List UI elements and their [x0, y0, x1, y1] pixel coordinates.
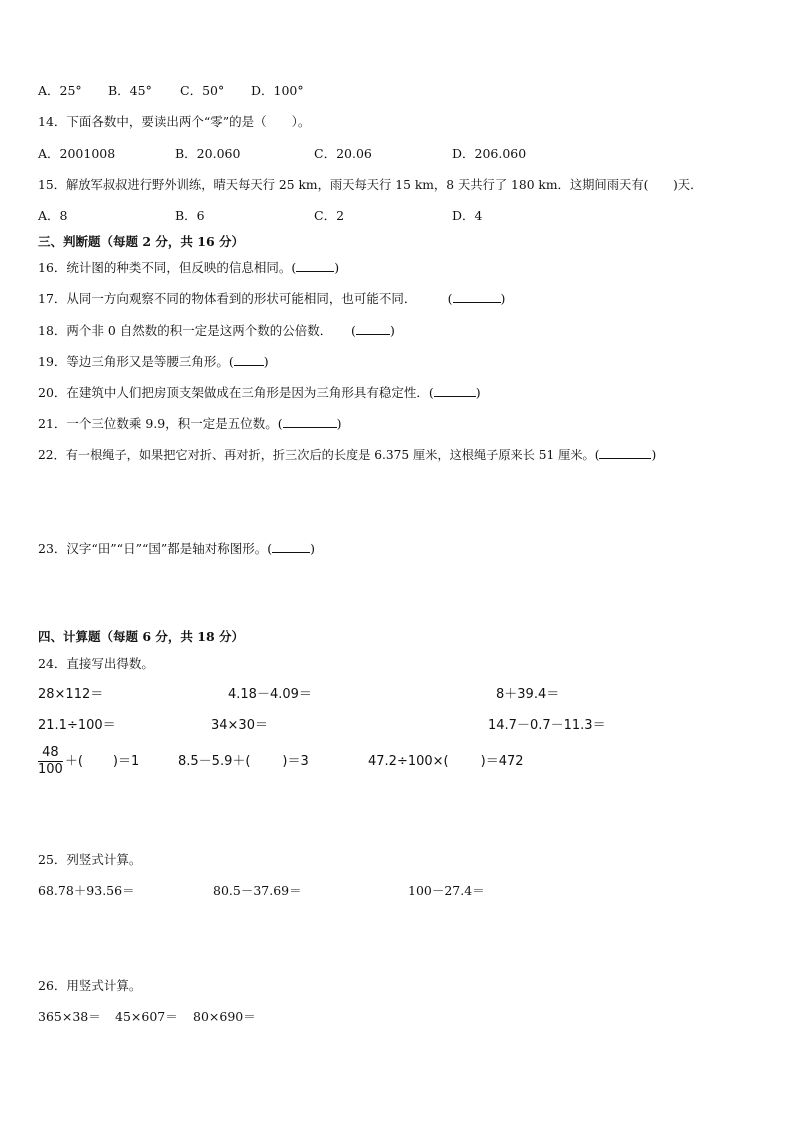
q13-option-c: C．50°: [180, 83, 225, 98]
calc-item: 21.1÷100＝: [38, 718, 116, 733]
judge-close: ): [334, 260, 340, 275]
calc-item: 68.78＋93.56＝: [38, 883, 135, 898]
expr-end: )＝3: [282, 754, 309, 769]
q14-option-d: D．206.060: [452, 146, 527, 161]
q14-stem: 14．下面各数中，要读出两个“零”的是（ ）。: [38, 114, 311, 129]
q15-option-a: A．8: [38, 208, 68, 223]
calc-item: [368, 753, 524, 771]
judge-item: [38, 353, 269, 371]
judge-text: 19．等边三角形又是等腰三角形。(: [38, 354, 234, 369]
q26-stem: 26．用竖式计算。: [38, 978, 142, 993]
judge-item: [38, 290, 505, 308]
section-4-title: 四、计算题（每题 6 分，共 18 分）: [38, 629, 245, 644]
calc-item: 45×607＝: [115, 1009, 178, 1024]
judge-text: 16．统计图的种类不同，但反映的信息相同。(: [38, 260, 297, 275]
calc-item: 8＋39.4＝: [496, 687, 560, 702]
judge-item: [38, 384, 481, 402]
q24-stem: 24．直接写出得数。: [38, 656, 154, 671]
answer-blank[interactable]: [83, 753, 113, 765]
calc-item: 100－27.4＝: [408, 883, 485, 898]
q13-option-a: A．25°: [38, 83, 82, 98]
fraction: [38, 745, 63, 778]
answer-blank[interactable]: [449, 753, 481, 765]
section-3-title: 三、判断题（每题 2 分，共 16 分）: [38, 234, 245, 249]
calc-item-fraction: [38, 744, 139, 780]
answer-blank[interactable]: [234, 353, 264, 366]
judge-close: ): [500, 291, 506, 306]
q15-stem: 15．解放军叔叔进行野外训练，晴天每天行 25 km，雨天每天行 15 km，8 天共行了 180 km．这期间雨天有( )天．: [38, 178, 703, 192]
answer-blank[interactable]: [434, 384, 476, 397]
judge-text: 20．在建筑中人们把房顶支架做成在三角形是因为三角形具有稳定性．(: [38, 385, 434, 400]
answer-blank[interactable]: [453, 290, 501, 303]
judge-text: 17．从同一方向观察不同的物体看到的形状可能相同，也可能不同． (: [38, 291, 453, 306]
answer-blank[interactable]: [356, 322, 390, 335]
q15-option-b: B．6: [175, 208, 205, 223]
judge-close: ): [310, 541, 316, 556]
judge-text: 18．两个非 0 自然数的积一定是这两个数的公倍数． (: [38, 323, 356, 338]
expr-start: 8.5－5.9＋(: [178, 754, 251, 769]
calc-item: 14.7－0.7－11.3＝: [488, 718, 606, 733]
fraction-numerator: 48: [38, 745, 63, 762]
calc-item: 28×112＝: [38, 687, 104, 702]
judge-item: [38, 540, 315, 558]
answer-blank[interactable]: [599, 446, 651, 459]
judge-close: ): [263, 354, 269, 369]
answer-blank[interactable]: [272, 540, 310, 553]
answer-blank[interactable]: [250, 753, 282, 765]
judge-close: ): [475, 385, 481, 400]
judge-close: ): [389, 323, 395, 338]
answer-blank[interactable]: [296, 259, 334, 272]
judge-text: 21．一个三位数乘 9.9，积一定是五位数。(: [38, 416, 283, 431]
expr-op: ＋(: [64, 754, 83, 769]
calc-item: 4.18－4.09＝: [228, 687, 312, 702]
q14-option-c: C．20.06: [314, 146, 372, 161]
q15-option-d: D．4: [452, 208, 483, 223]
calc-item: 80.5－37.69＝: [213, 883, 302, 898]
q14-option-b: B．20.060: [175, 146, 241, 161]
calc-item: [178, 753, 309, 771]
judge-item: [38, 322, 395, 340]
q15-option-c: C．2: [314, 208, 345, 223]
answer-blank[interactable]: [283, 415, 337, 428]
judge-item: [38, 259, 339, 277]
judge-text: 23．汉字“田”“日”“国”都是轴对称图形。(: [38, 541, 273, 556]
expr-end: )＝1: [112, 754, 140, 769]
judge-close: ): [651, 448, 657, 462]
judge-item: [38, 446, 656, 464]
calc-item: 365×38＝: [38, 1009, 101, 1024]
expr-end: )＝472: [480, 754, 524, 769]
q13-option-b: B．45°: [108, 83, 152, 98]
q14-option-a: A．2001008: [38, 146, 116, 161]
q25-stem: 25．列竖式计算。: [38, 852, 142, 867]
calc-item: 34×30＝: [211, 718, 268, 733]
expr-start: 47.2÷100×(: [368, 754, 449, 769]
judge-text: 22．有一根绳子，如果把它对折、再对折，折三次后的长度是 6.375 厘米，这根绳子原来长 51 厘米。(: [38, 448, 600, 462]
judge-item: [38, 415, 342, 433]
q13-option-d: D．100°: [251, 83, 304, 98]
fraction-denominator: 100: [38, 762, 63, 777]
calc-item: 80×690＝: [193, 1009, 256, 1024]
judge-close: ): [336, 416, 342, 431]
